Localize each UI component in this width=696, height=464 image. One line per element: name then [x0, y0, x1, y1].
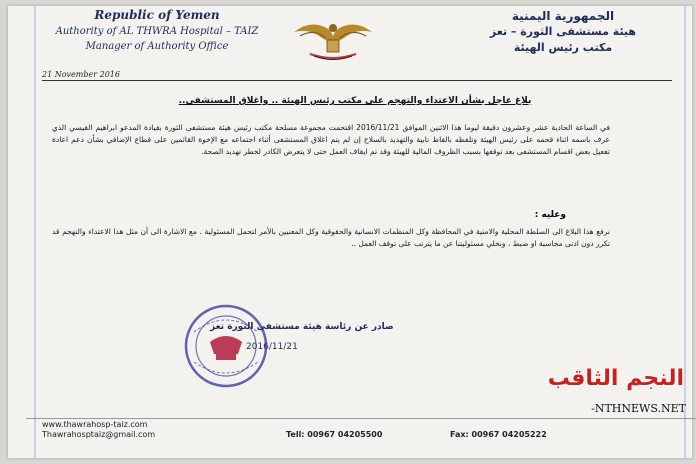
signature-date: 2016/11/21: [246, 342, 298, 352]
authority-name-en: Authority of AL THWRA Hospital – TAIZ: [55, 26, 259, 37]
office-name-ar: مكتب رئيس الهيئة: [513, 41, 613, 54]
watermark-site: -NTHNEWS.NET: [591, 402, 686, 415]
watermark-arabic: النجم الثاقب: [547, 366, 684, 391]
country-name-ar: الجمهورية اليمنية: [511, 9, 615, 23]
office-name-en: Manager of Authority Office: [85, 41, 229, 52]
footer-email: Thawrahosptaiz@gmail.com: [42, 430, 156, 439]
country-name-en: Republic of Yemen: [94, 8, 220, 22]
arabic-letterhead: [458, 8, 668, 56]
footer-fax: Fax: 00967 04205222: [450, 430, 547, 439]
letter-date: 21 November 2016: [42, 70, 120, 79]
conclusion-heading: وعليه :: [534, 210, 566, 220]
body-paragraph-1: في الساعة الحادية عشر وعشرون دقيقة ليوما هذا الاثنين الموافق 2016/11/21 اقتحمت مجموعة مسلحة مكتب رئيس هيئة مستشفى الثورة بقيادة المدعو ابراهيم القيسي الذي عرف باسمه اثناء قحمه على رئيس الهيئة وتلفظه بالفاظ نابية والتهديد بالسلاح إن لم يتم اغلاق المستشفى أثناء اجتماعه مع الإخوة القائمين على قطاع الإضافي بشأن دعم اعادة تفعيل بعض اقسام المستشفى بعد توقفها بسبب الظروف المالية للهيئة وقد تم ايقاف العمل حتى لا يتعرض الكادر لخطر تهديد الصحة.: [52, 123, 611, 156]
footer-website: www.thawrahosp-taiz.com: [42, 420, 148, 429]
yemen-eagle-emblem: [290, 14, 376, 60]
english-letterhead: [42, 8, 272, 56]
issued-by-line: صادر عن رئاسة هيئة مستشفى الثورة تعز: [210, 322, 394, 332]
body-paragraph-2: نرفع هذا البلاغ الى السلطة المحلية والامنية في المحافظة وكل المنظمات الانسانية والحقوقية وكل المعنيين بالأمر لتحمل المسئولية . مع الاشارة الى أن مثل هذا الاعتداء والتهجم قد تكرر دون ادنى محاسبة او ضبط ، ونخلي مسئوليتنا عن ما يترتب على توقف العمل ..: [52, 227, 610, 248]
letter-title: بلاغ عاجل بشأن الاعتداء والتهجم على مكتب رئيس الهيئة .. واغلاق المستشفى..: [178, 96, 532, 106]
header-divider: [42, 80, 672, 81]
authority-name-ar: هيئة مستشفى الثورة – تعز: [489, 25, 637, 38]
footer-phone: Tell: 00967 04205500: [286, 430, 383, 439]
